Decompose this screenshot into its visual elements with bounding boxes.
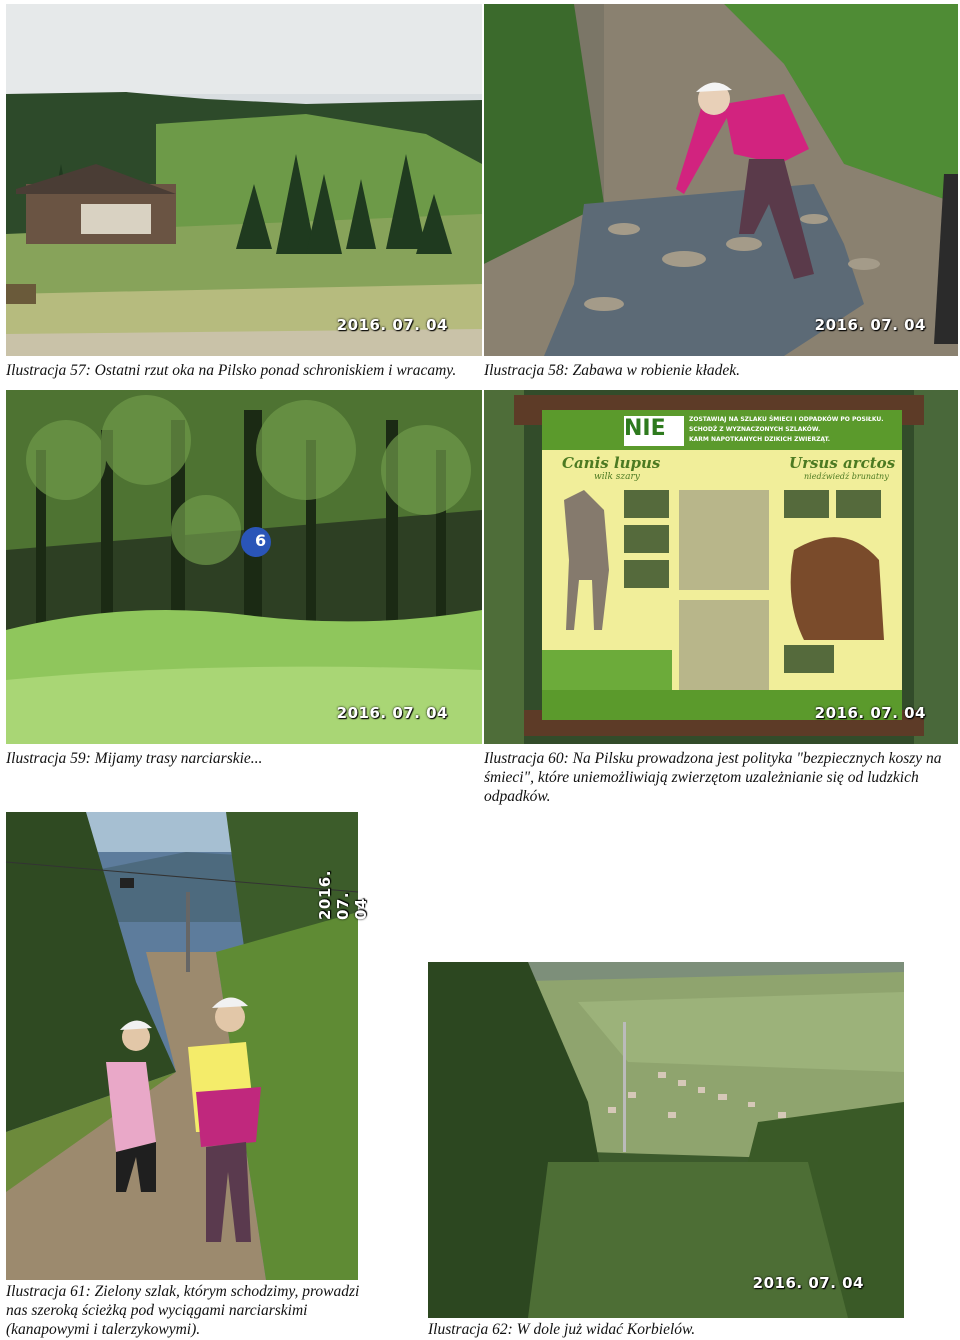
caption-60: Ilustracja 60: Na Pilsku prowadzona jest polityka "bezpiecznych koszy na śmieci", które uniemożliwiają zwierzętom uzależnianie się od ludzkich odpadków. bbox=[484, 750, 942, 805]
date-stamp: 2016. 07. 04 bbox=[316, 870, 370, 920]
photo-57-mountain-shelter bbox=[6, 4, 482, 356]
board-line-3: KARM NAPOTKANYCH DZIKICH ZWIERZĄT. bbox=[689, 436, 831, 443]
trail-sign-number: 6 bbox=[255, 531, 267, 550]
caption-58: Ilustracja 58: Zabawa w robienie kładek. bbox=[484, 362, 741, 379]
photo-62-korbielow-valley bbox=[428, 962, 904, 1318]
caption-61: Ilustracja 61: Zielony szlak, którym schodzimy, prowadzi nas szeroką ścieżką pod wyciągami narciarskimi (kanapowymi i talerzykowymi). bbox=[6, 1283, 360, 1338]
photo-61-green-trail-under-lifts bbox=[6, 812, 370, 1280]
date-stamp: 2016. 07. 04 bbox=[336, 316, 448, 334]
board-line-1: ZOSTAWIAJ NA SZLAKU ŚMIECI I ODPADKÓW PO POSIŁKU. bbox=[689, 416, 884, 423]
board-wolf-subtitle: wilk szary bbox=[594, 472, 640, 482]
photo-58-girl-on-stream bbox=[484, 4, 958, 356]
photo-60-wildlife-info-board bbox=[484, 390, 958, 744]
board-bear-title: Ursus arctos bbox=[789, 454, 896, 472]
caption-57: Ilustracja 57: Ostatni rzut oka na Pilsko ponad schroniskiem i wracamy. bbox=[6, 362, 457, 379]
date-stamp: 2016. 07. 04 bbox=[814, 316, 926, 334]
board-bear-subtitle: niedźwiedź brunatny bbox=[804, 472, 889, 481]
date-stamp: 2016. 07. 04 bbox=[336, 704, 448, 722]
caption-62: Ilustracja 62: W dole już widać Korbielów. bbox=[428, 1321, 696, 1338]
board-line-2: SCHODŹ Z WYZNACZONYCH SZLAKÓW. bbox=[689, 426, 821, 433]
board-wolf-title: Canis lupus bbox=[562, 454, 661, 472]
photo-59-ski-trail-forest bbox=[6, 390, 482, 744]
board-nie: NIE bbox=[624, 416, 666, 441]
caption-59: Ilustracja 59: Mijamy trasy narciarskie... bbox=[6, 750, 263, 767]
date-stamp: 2016. 07. 04 bbox=[752, 1274, 864, 1292]
date-stamp: 2016. 07. 04 bbox=[814, 704, 926, 722]
